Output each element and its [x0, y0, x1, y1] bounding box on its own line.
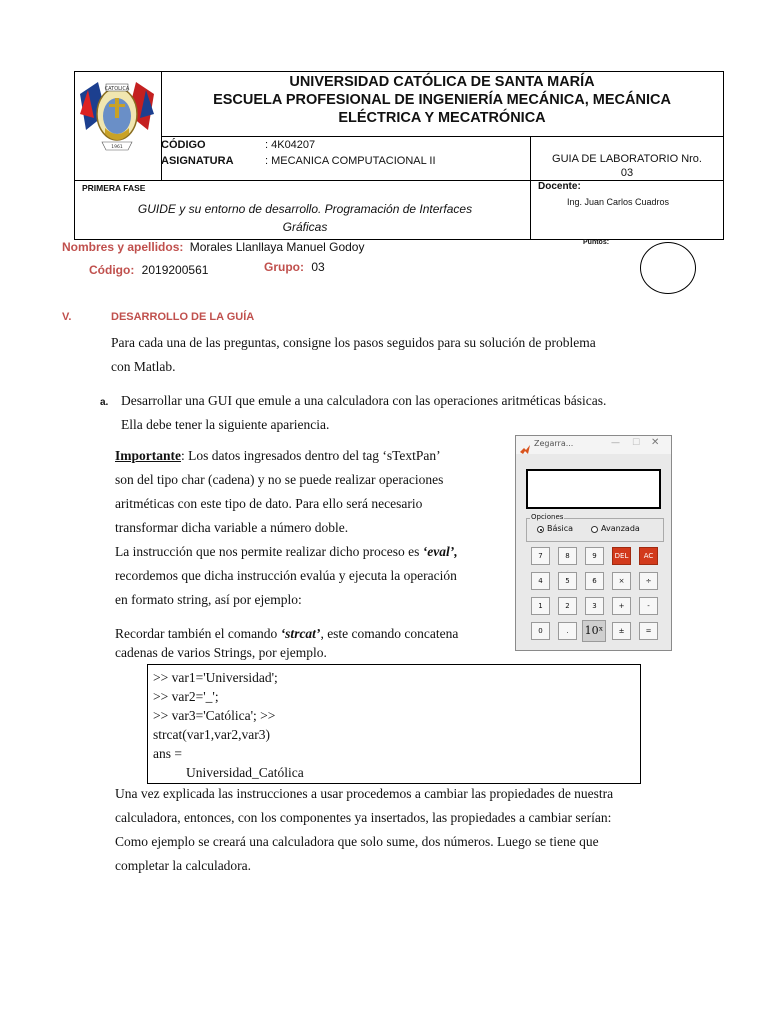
after-line-1: Una vez explicada las instrucciones a usar procedemos a cambiar las propiedades de nuestra	[115, 786, 614, 801]
student-group-row	[264, 260, 325, 274]
eval-line-2: recordemos que dicha instrucción evalúa y ejecuta la operación	[115, 568, 457, 583]
docente-label: Docente:	[538, 181, 581, 192]
code-label: Código:	[89, 263, 135, 277]
close-icon[interactable]: ✕	[651, 437, 660, 448]
calculator-title: Zegarra...	[534, 439, 574, 448]
school-line-1: ESCUELA PROFESIONAL DE INGENIERÍA MECÁNICA, MECÁNICA	[213, 92, 671, 108]
after-line-2: calculadora, entonces, con los componentes ya insertados, las propiedades a cambiar serían:	[115, 810, 612, 825]
after-paragraph	[115, 782, 715, 878]
btn-plus[interactable]: +	[612, 597, 631, 615]
radio-basic[interactable]	[537, 526, 544, 533]
code-line-4: strcat(var1,var2,var3)	[153, 727, 270, 742]
intro-line-1: Para cada una de las preguntas, consigne los pasos seguidos para su solución de problema	[111, 335, 596, 350]
student-name-row	[62, 240, 364, 254]
name-value: Morales Llanllaya Manuel Godoy	[189, 240, 365, 254]
guia-number	[530, 152, 724, 180]
eval-word: ‘eval’,	[422, 544, 458, 559]
radio-advanced-label: Avanzada	[601, 524, 640, 533]
points-circle	[640, 242, 696, 294]
header-title	[160, 73, 724, 127]
btn-2[interactable]: 2	[558, 597, 577, 615]
guia-line-1: GUIA DE LABORATORIO Nro.	[552, 153, 702, 165]
code-line-3: >> var3='Católica'; >>	[153, 708, 276, 723]
btn-0[interactable]: 0	[531, 622, 550, 640]
radio-advanced[interactable]	[591, 526, 598, 533]
eval-line-3: en formato string, así por ejemplo:	[115, 592, 302, 607]
btn-divide[interactable]: ÷	[639, 572, 658, 590]
code-line-5: ans =	[153, 746, 182, 761]
section-number: V.	[62, 311, 72, 323]
calculator-window	[515, 435, 672, 651]
btn-plus-minus[interactable]: ±	[612, 622, 631, 640]
btn-1[interactable]: 1	[531, 597, 550, 615]
important-label: Importante	[115, 448, 181, 463]
btn-3[interactable]: 3	[585, 597, 604, 615]
strcat-post: , este comando concatena	[320, 626, 459, 641]
university-name: UNIVERSIDAD CATÓLICA DE SANTA MARÍA	[289, 74, 595, 90]
topic-title	[90, 200, 520, 236]
code-value: 2019200561	[141, 263, 209, 277]
strcat-line-2: cadenas de varios Strings, por ejemplo.	[115, 645, 327, 660]
btn-6[interactable]: 6	[585, 572, 604, 590]
btn-equals[interactable]: =	[639, 622, 658, 640]
radio-basic-label: Básica	[547, 524, 574, 533]
codigo-value: : 4K04207	[265, 139, 316, 151]
crest-year: 1961	[111, 145, 123, 150]
item-text	[121, 389, 711, 437]
btn-5[interactable]: 5	[558, 572, 577, 590]
university-crest	[76, 74, 158, 156]
topic-line-1: GUIDE y su entorno de desarrollo. Programación de Interfaces	[137, 202, 473, 216]
strcat-line-1	[115, 624, 515, 644]
btn-dot[interactable]: .	[558, 622, 577, 640]
student-code-row	[89, 263, 208, 277]
intro-line-2: con Matlab.	[111, 359, 176, 374]
btn-minus[interactable]: -	[639, 597, 658, 615]
item-letter: a.	[100, 397, 109, 408]
btn-4[interactable]: 4	[531, 572, 550, 590]
btn-del[interactable]: DEL	[612, 547, 631, 565]
code-line-2: >> var2='_';	[153, 689, 219, 704]
btn-multiply[interactable]: ×	[612, 572, 631, 590]
docente-name: Ing. Juan Carlos Cuadros	[567, 197, 670, 207]
maximize-icon[interactable]: ☐	[632, 438, 641, 448]
strcat-paragraph	[115, 624, 515, 661]
btn-9[interactable]: 9	[585, 547, 604, 565]
eval-line-1	[115, 540, 505, 564]
code-line-6: Universidad_Católica	[186, 765, 304, 780]
btn-power10[interactable]: 10ˣ	[582, 620, 606, 642]
btn-ac[interactable]: AC	[639, 547, 658, 565]
item-line-2: Ella debe tener la siguiente apariencia.	[121, 417, 330, 432]
eval-line-1-text: La instrucción que nos permite realizar dicho proceso es	[115, 544, 423, 559]
code-line-1: >> var1='Universidad';	[153, 670, 278, 685]
group-value: 03	[311, 260, 325, 274]
important-paragraph	[115, 444, 505, 612]
minimize-icon[interactable]: —	[611, 438, 620, 448]
section-title: DESARROLLO DE LA GUÍA	[111, 311, 255, 323]
codigo-label: CÓDIGO	[161, 139, 206, 151]
group-label: Grupo:	[264, 260, 304, 274]
topic-line-2: Gráficas	[282, 220, 328, 234]
imp-line-3: aritméticas con este tipo de dato. Para ello será necesario	[115, 496, 423, 511]
after-line-3: Como ejemplo se creará una calculadora que solo sume, dos números. Luego se tiene que	[115, 834, 599, 849]
asignatura-label: ASIGNATURA	[161, 155, 234, 167]
btn-8[interactable]: 8	[558, 547, 577, 565]
calculator-display[interactable]	[526, 469, 661, 509]
asignatura-value: : MECANICA COMPUTACIONAL II	[265, 155, 436, 167]
imp-line-1-text: : Los datos ingresados dentro del tag ‘sTextPan’	[181, 448, 441, 463]
code-example-box	[147, 664, 641, 784]
strcat-word: ‘strcat’	[280, 626, 321, 641]
points-label: Puntos:	[583, 239, 610, 246]
options-label: Opciones	[531, 513, 564, 521]
btn-7[interactable]: 7	[531, 547, 550, 565]
matlab-icon	[520, 440, 530, 450]
name-label: Nombres y apellidos:	[62, 240, 184, 254]
imp-line-4: transformar dicha variable a número doble.	[115, 520, 349, 535]
fase-label: PRIMERA FASE	[82, 183, 146, 193]
school-line-2: ELÉCTRICA Y MECATRÓNICA	[338, 110, 546, 126]
item-line-1: Desarrollar una GUI que emule a una calculadora con las operaciones aritméticas básicas.	[121, 393, 607, 408]
after-line-4: completar la calculadora.	[115, 858, 252, 873]
guia-line-2: 03	[620, 167, 634, 179]
strcat-pre: Recordar también el comando	[115, 626, 281, 641]
imp-line-2: son del tipo char (cadena) y no se puede realizar operaciones	[115, 472, 444, 487]
crest-motto: CATOLICA	[104, 86, 130, 92]
imp-line-1	[115, 444, 505, 468]
options-panel	[526, 513, 664, 542]
section-intro	[111, 331, 701, 379]
calculator-titlebar	[516, 436, 671, 454]
